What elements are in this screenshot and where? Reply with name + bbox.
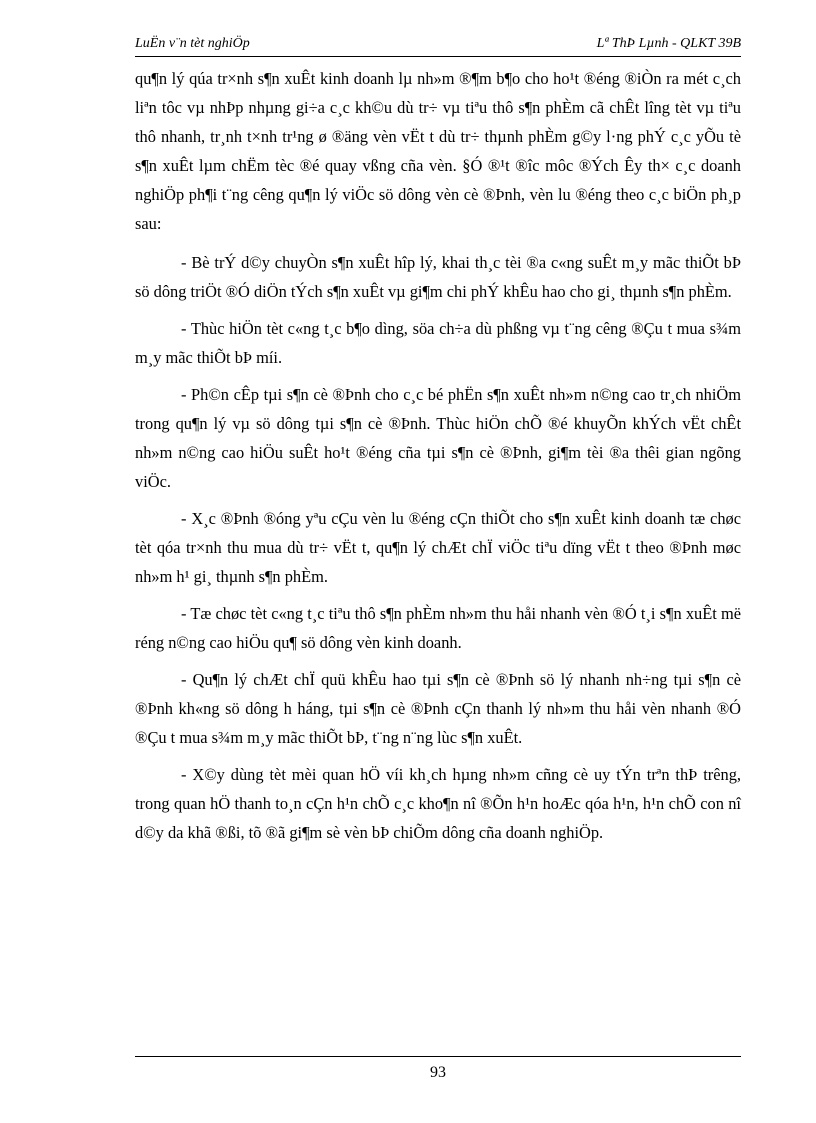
header-author-class: Lª ThÞ Lµnh - QLKT 39B — [596, 36, 741, 51]
paragraph-item-5: - Tæ chøc tèt c«ng t¸c tiªu thô s¶n phÈm nh»m thu håi nhanh vèn ®Ó t¸i s¶n xuÊt më réng n©ng cao hiÖu qu¶ sö dông vèn kinh doanh. — [135, 604, 741, 652]
page-header — [135, 34, 741, 57]
paragraph-item-6: - Qu¶n lý chÆt chÏ quü khÊu hao tµi s¶n cè ®Þnh sö lý nhanh nh÷ng tµi s¶n cè ®Þnh kh«ng sö dông h háng, tµi s¶n cè ®Þnh cÇn thanh lý nh»m thu håi vèn nhanh ®Ó ®Çu t mua s¾m m¸y mãc thiÕt bÞ, t¨ng n¨ng lùc s¶n xuÊt. — [135, 670, 741, 747]
header-thesis-title: LuËn v¨n tèt nghiÖp — [135, 36, 250, 51]
paragraph-item-7: - X©y dùng tèt mèi quan hÖ víi kh¸ch hµng nh»m cñng cè uy tÝn trªn thÞ trêng, trong quan hÖ thanh to¸n cÇn h¹n chÕ c¸c kho¶n nî ®Õn h¹n hoÆc qóa h¹n, h¹n chÕ con nî d©y da khã ®ßi, tõ ®ã gi¶m sè vèn bÞ chiÕm dông cña doanh nghiÖp. — [135, 765, 741, 842]
paragraph-item-3: - Ph©n cÊp tµi s¶n cè ®Þnh cho c¸c bé phËn s¶n xuÊt nh»m n©ng cao tr¸ch nhiÖm trong qu¶n lý vµ sö dông tµi s¶n cè ®Þnh. Thùc hiÖn chÕ ®é khuyÕn khÝch vËt chÊt nh»m n©ng cao hiÖu suÊt ho¹t ®éng cña tµi s¶n cè ®Þnh, gi¶m tèi ®a thêi gian ngõng viÖc. — [135, 385, 741, 491]
page-number: 93 — [430, 1064, 446, 1081]
paragraph-item-4: - X¸c ®Þnh ®óng yªu cÇu vèn lu ®éng cÇn thiÕt cho s¶n xuÊt kinh doanh tæ chøc tèt qóa tr×nh thu mua dù tr÷ vËt t, qu¶n lý chÆt chÏ viÖc tiªu dïng vËt t theo ®Þnh møc nh»m h¹ gi¸ thµnh s¶n phÈm. — [135, 509, 741, 586]
document-body — [135, 64, 741, 847]
paragraph-item-2: - Thùc hiÖn tèt c«ng t¸c b¶o dìng, söa ch÷a dù phßng vµ t¨ng cêng ®Çu t mua s¾m m¸y mãc thiÕt bÞ míi. — [135, 319, 741, 367]
footer-divider — [135, 1056, 741, 1057]
paragraph-item-1: - Bè trÝ d©y chuyÒn s¶n xuÊt hîp lý, khai th¸c tèi ®a c«ng suÊt m¸y mãc thiÕt bÞ sö dông triÖt ®Ó diÖn tÝch s¶n xuÊt vµ gi¶m chi phÝ khÊu hao cho gi¸ thµnh s¶n phÈm. — [135, 253, 741, 301]
paragraph-intro: qu¶n lý qúa tr×nh s¶n xuÊt kinh doanh lµ nh»m ®¶m b¶o cho ho¹t ®éng ®iÒn ra mét c¸ch liªn tôc vµ nhÞp nhµng gi÷a c¸c kh©u dù tr÷ vµ tiªu thô s¶n phÈm cã chÊt lîng tèt vµ tiªu thô nhanh, tr¸nh t×nh tr¹ng ø ®äng vèn vËt t dù tr÷ thµnh phÈm g©y l·ng phÝ c¸c yÕu tè s¶n xuÊt lµm chËm tèc ®é quay vßng cña vèn. §Ó ®¹t ®îc môc ®Ých Êy th× c¸c doanh nghiÖp ph¶i t¨ng cêng qu¶n lý viÖc sö dông vèn cè ®Þnh, vèn lu ®éng theo c¸c biÖn ph¸p sau: — [135, 69, 741, 233]
